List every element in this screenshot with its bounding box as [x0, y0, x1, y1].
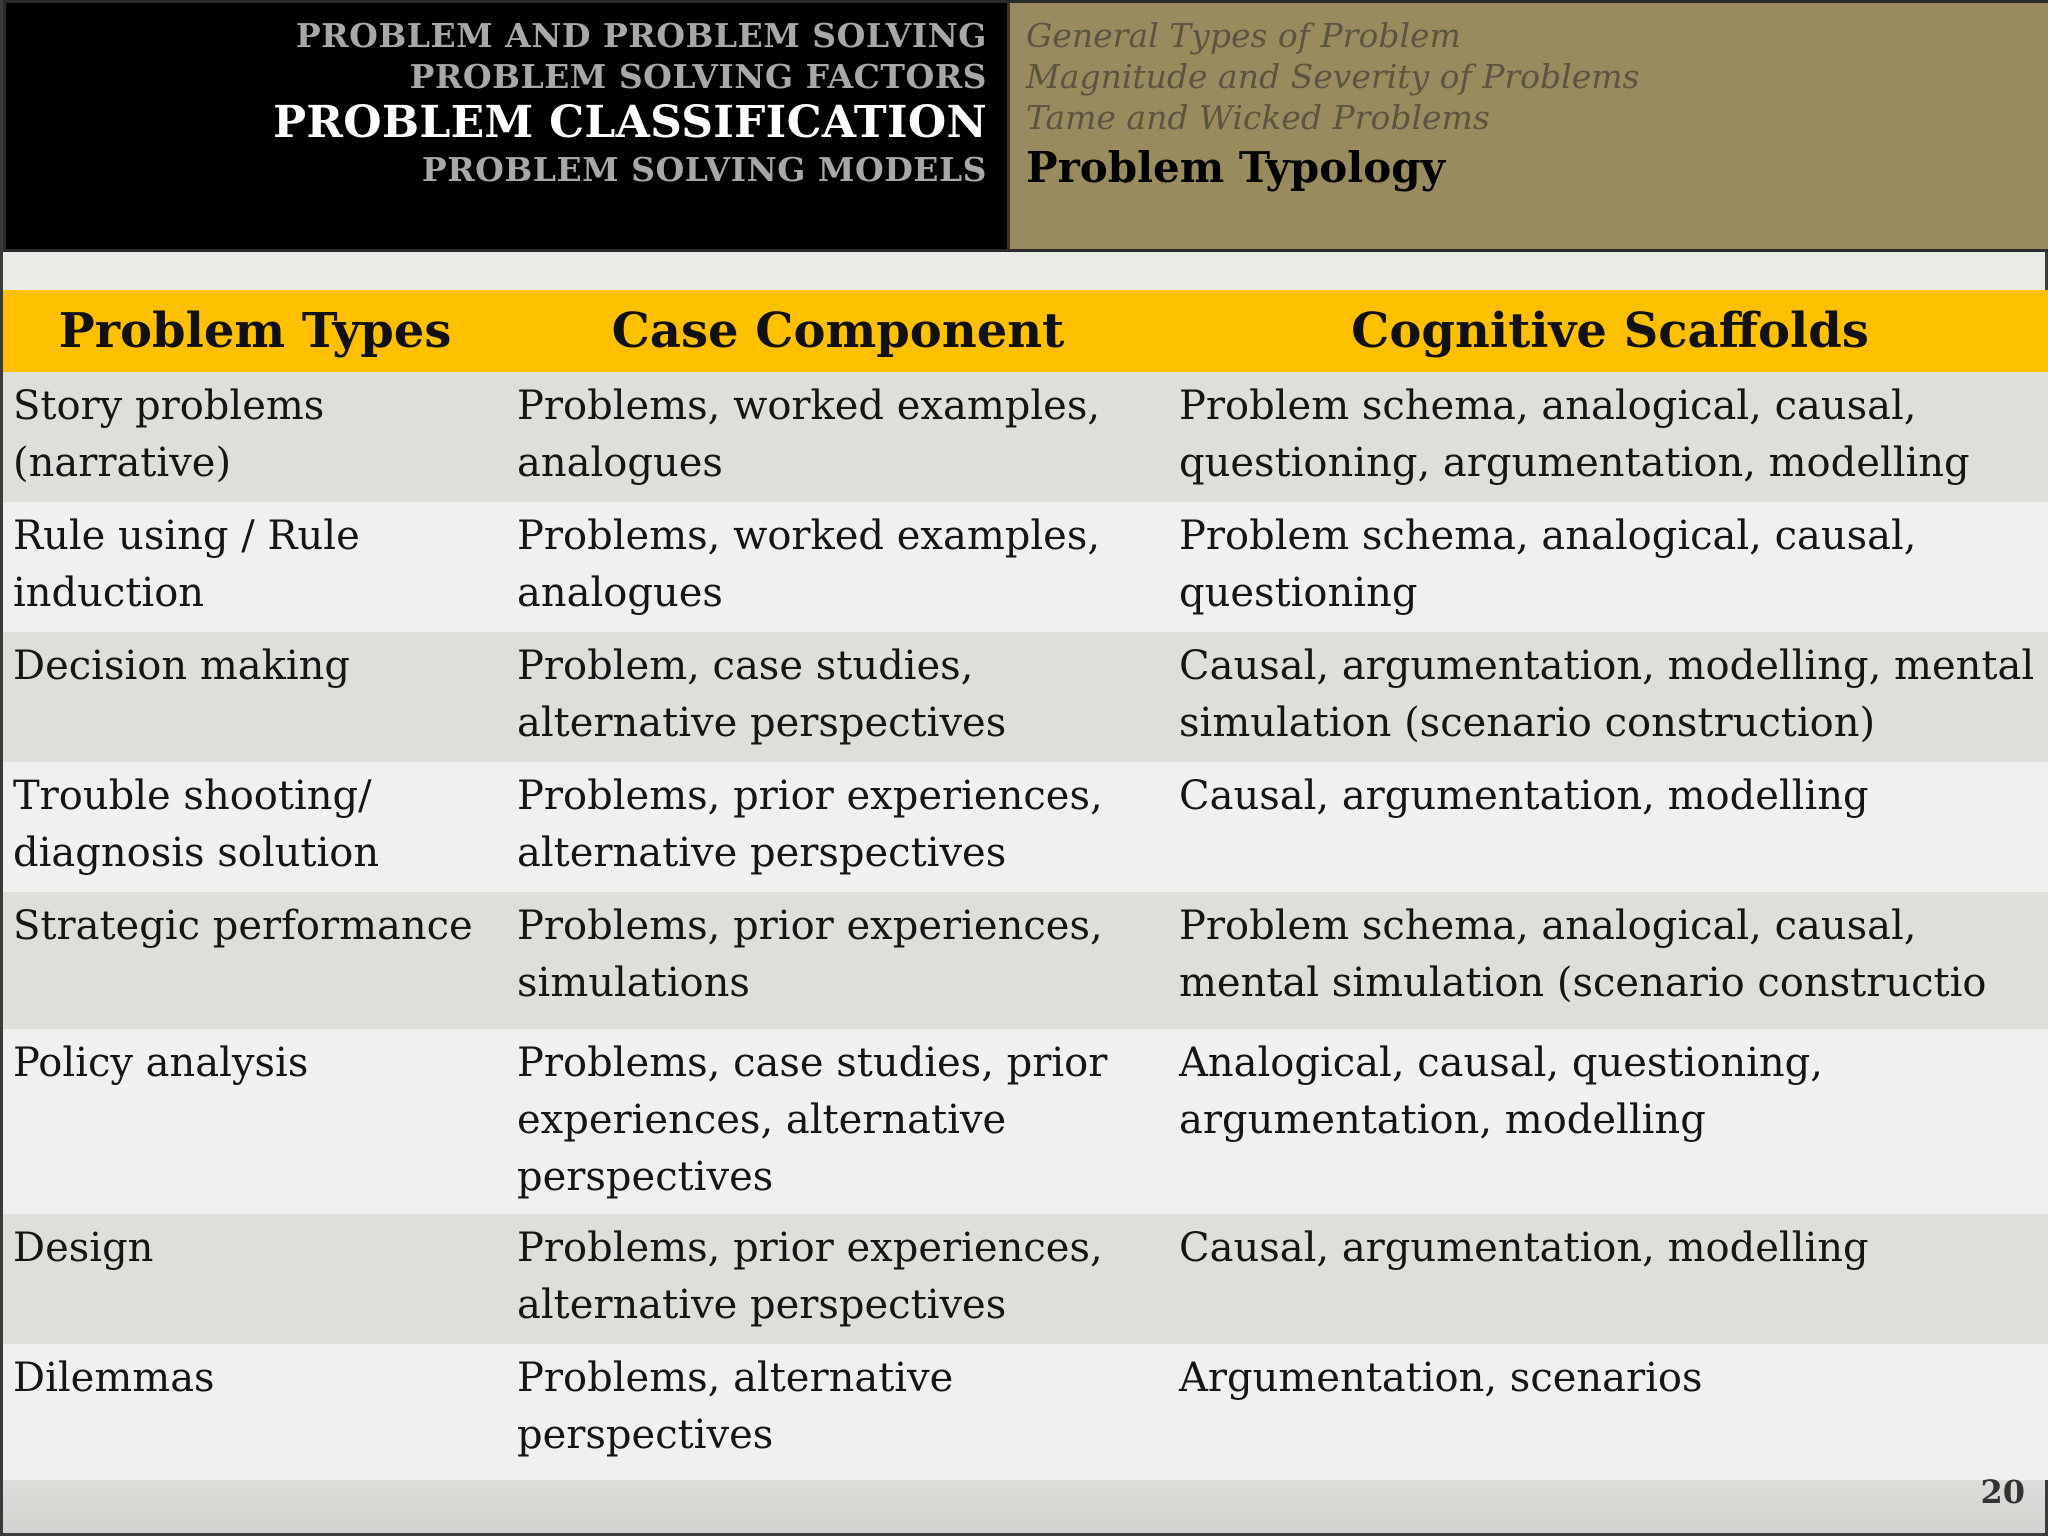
- header-case-component: Case Component: [507, 290, 1169, 372]
- nav-section-problem-classification[interactable]: PROBLEM CLASSIFICATION: [273, 97, 987, 148]
- nav-subsection-problem-typology[interactable]: Problem Typology: [1026, 143, 1445, 192]
- cell-cognitive-scaffolds: Problem schema, analogical, causal, mental simulation (scenario constructio: [1169, 892, 2048, 1029]
- nav-section-problem-solving-factors[interactable]: PROBLEM SOLVING FACTORS: [409, 57, 987, 96]
- nav-subsection-tame-wicked[interactable]: Tame and Wicked Problems: [1026, 98, 1490, 137]
- section-nav: [6, 3, 1010, 249]
- cell-case-component: Problems, worked examples, analogues: [507, 372, 1169, 502]
- cell-problem-type: Policy analysis: [3, 1029, 507, 1214]
- table-header-row: [3, 290, 2048, 372]
- cell-case-component: Problems, case studies, prior experiences, alternative perspectives: [507, 1029, 1169, 1214]
- cell-case-component: Problem, case studies, alternative perspectives: [507, 632, 1169, 762]
- table-row: [3, 502, 2048, 632]
- table-row: [3, 1214, 2048, 1344]
- header-bar: [3, 0, 2048, 252]
- cell-problem-type: Trouble shooting/ diagnosis solution: [3, 762, 507, 892]
- typology-table-container: [3, 290, 2048, 1480]
- table-row: [3, 1344, 2048, 1480]
- nav-subsection-general-types[interactable]: General Types of Problem: [1026, 16, 1461, 55]
- cell-cognitive-scaffolds: Problem schema, analogical, causal, questioning, argumentation, modelling: [1169, 372, 2048, 502]
- cell-problem-type: Dilemmas: [3, 1344, 507, 1480]
- nav-section-problem-and-problem-solving[interactable]: PROBLEM AND PROBLEM SOLVING: [295, 16, 987, 55]
- cell-cognitive-scaffolds: Causal, argumentation, modelling: [1169, 762, 2048, 892]
- typology-table: [3, 290, 2048, 1480]
- page-number: 20: [1980, 1473, 2025, 1511]
- cell-problem-type: Story problems (narrative): [3, 372, 507, 502]
- nav-section-problem-solving-models[interactable]: PROBLEM SOLVING MODELS: [421, 150, 987, 189]
- table-row: [3, 632, 2048, 762]
- cell-cognitive-scaffolds: Causal, argumentation, modelling, mental simulation (scenario construction): [1169, 632, 2048, 762]
- table-row: [3, 1029, 2048, 1214]
- nav-subsection-magnitude-severity[interactable]: Magnitude and Severity of Problems: [1026, 57, 1640, 96]
- table-row: [3, 372, 2048, 502]
- table-row: [3, 892, 2048, 1029]
- cell-cognitive-scaffolds: Argumentation, scenarios: [1169, 1344, 2048, 1480]
- cell-cognitive-scaffolds: Causal, argumentation, modelling: [1169, 1214, 2048, 1344]
- cell-case-component: Problems, worked examples, analogues: [507, 502, 1169, 632]
- cell-case-component: Problems, alternative perspectives: [507, 1344, 1169, 1480]
- cell-case-component: Problems, prior experiences, alternative perspectives: [507, 762, 1169, 892]
- subsection-nav: [1010, 3, 2048, 249]
- cell-problem-type: Decision making: [3, 632, 507, 762]
- cell-cognitive-scaffolds: Problem schema, analogical, causal, questioning: [1169, 502, 2048, 632]
- cell-problem-type: Rule using / Rule induction: [3, 502, 507, 632]
- cell-case-component: Problems, prior experiences, simulations: [507, 892, 1169, 1029]
- cell-cognitive-scaffolds: Analogical, causal, questioning, argumentation, modelling: [1169, 1029, 2048, 1214]
- cell-case-component: Problems, prior experiences, alternative perspectives: [507, 1214, 1169, 1344]
- header-problem-types: Problem Types: [3, 290, 507, 372]
- cell-problem-type: Design: [3, 1214, 507, 1344]
- cell-problem-type: Strategic performance: [3, 892, 507, 1029]
- table-row: [3, 762, 2048, 892]
- header-cognitive-scaffolds: Cognitive Scaffolds: [1169, 290, 2048, 372]
